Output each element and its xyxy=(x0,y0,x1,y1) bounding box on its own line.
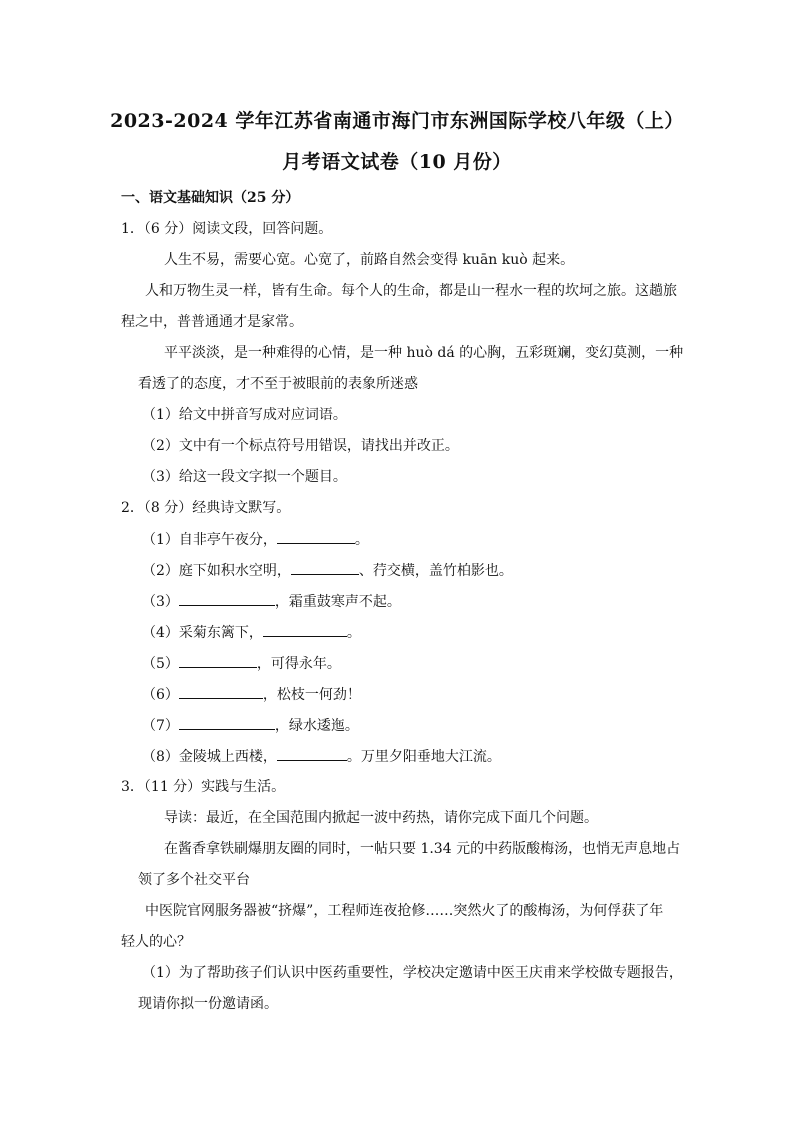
question-3-paragraph-2-cont: 轻人的心？ xyxy=(121,934,191,950)
question-3-sub-1: （1）为了帮助孩子们认识中医药重要性，学校决定邀请中医王庆甫来学校做专题报告， xyxy=(142,965,683,981)
question-2-stem: 2．（8 分）经典诗文默写。 xyxy=(121,500,291,516)
answer-blank[interactable] xyxy=(179,653,257,668)
answer-blank[interactable] xyxy=(179,591,275,606)
section-heading: 一、语文基础知识（25 分） xyxy=(121,190,300,206)
question-1-paragraph-1: 人生不易，需要心宽。心宽了，前路自然会变得 kuān kuò 起来。 xyxy=(164,252,575,268)
question-3-stem: 3．（11 分）实践与生活。 xyxy=(121,779,286,795)
exam-title-line2: 月考语文试卷（10 月份） xyxy=(282,151,512,173)
poem-item: （3） ，霜重鼓寒声不起。 xyxy=(142,591,401,612)
question-1-sub-3: （3）给这一段文字拟一个题目。 xyxy=(142,469,347,485)
answer-blank[interactable] xyxy=(291,560,359,575)
answer-blank[interactable] xyxy=(179,715,275,730)
poem-item: （6） ，松枝一何劲！ xyxy=(142,684,361,705)
question-1-paragraph-2: 人和万物生灵一样，皆有生命。每个人的生命，都是山一程水一程的坎坷之旅。这趟旅 xyxy=(145,283,677,299)
question-1-sub-1: （1）给文中拼音写成对应词语。 xyxy=(142,407,347,423)
question-3-intro: 导读：最近，在全国范围内掀起一波中药热，请你完成下面几个问题。 xyxy=(164,810,598,826)
poem-item: （2）庭下如积水空明， 、荇交横，盖竹柏影也。 xyxy=(142,560,513,581)
poem-item: （8）金陵城上西楼， 。万里夕阳垂地大江流。 xyxy=(142,746,501,767)
answer-blank[interactable] xyxy=(179,684,263,699)
poem-item: （4）采菊东篱下， 。 xyxy=(142,622,361,643)
question-1-stem: 1．（6 分）阅读文段，回答问题。 xyxy=(121,221,333,237)
question-1-paragraph-3-cont: 看透了的态度，才不至于被眼前的表象所迷惑 xyxy=(138,376,418,392)
answer-blank[interactable] xyxy=(263,622,347,637)
question-3-sub-1-cont: 现请你拟一份邀请函。 xyxy=(138,996,278,1012)
question-3-paragraph-2: 中医院官网服务器被“挤爆”，工程师连夜抢修……突然火了的酸梅汤，为何俘获了年 xyxy=(145,903,664,919)
question-3-paragraph-1-cont: 领了多个社交平台 xyxy=(138,872,250,888)
question-3-paragraph-1: 在酱香拿铁刷爆朋友圈的同时，一帖只要 1.34 元的中药版酸梅汤，也悄无声息地占 xyxy=(164,841,681,857)
answer-blank[interactable] xyxy=(277,746,347,761)
exam-title-line1: 2023-2024 学年江苏省南通市海门市东洲国际学校八年级（上） xyxy=(110,110,684,132)
question-1-paragraph-2-cont: 程之中，普普通通才是家常。 xyxy=(121,314,303,330)
poem-item: （1）自非亭午夜分， 。 xyxy=(142,529,369,550)
poem-item: （5） ，可得永年。 xyxy=(142,653,341,674)
question-1-paragraph-3: 平平淡淡，是一种难得的心情，是一种 huò dá 的心胸，五彩斑斓，变幻莫测，一种 xyxy=(164,345,684,361)
question-1-sub-2: （2）文中有一个标点符号用错误，请找出并改正。 xyxy=(142,438,459,454)
answer-blank[interactable] xyxy=(277,529,355,544)
poem-item: （7） ，绿水逶迤。 xyxy=(142,715,359,736)
